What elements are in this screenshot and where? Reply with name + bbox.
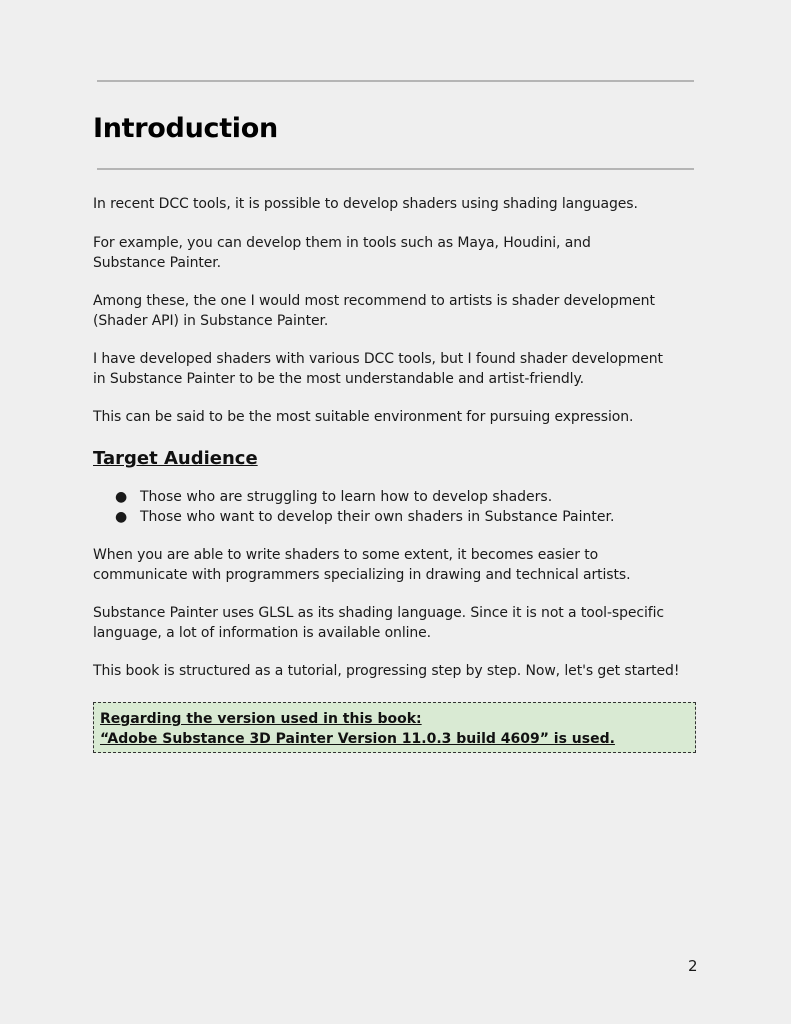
top-divider xyxy=(97,80,694,82)
bullet-icon: ● xyxy=(115,489,128,505)
bullet-icon: ● xyxy=(115,509,128,525)
paragraph: Substance Painter uses GLSL as its shading language. Since it is not a tool-specific language, a lot of information is available online. xyxy=(93,605,665,641)
paragraph: This can be said to be the most suitable environment for pursuing expression. xyxy=(93,409,634,425)
paragraph: This book is structured as a tutorial, progressing step by step. Now, let's get started! xyxy=(93,663,680,679)
note-line-2: “Adobe Substance 3D Painter Version 11.0.3 build 4609” is used. xyxy=(100,730,615,747)
paragraph: I have developed shaders with various DCC tools, but I found shader development in Substance Painter to be the most understandable and artist-friendly. xyxy=(93,351,663,387)
audience-list xyxy=(93,487,614,527)
note-line-1: Regarding the version used in this book: xyxy=(100,711,422,727)
list-item: ● Those who want to develop their own shaders in Substance Painter. xyxy=(115,509,615,525)
page-number: 2 xyxy=(688,957,698,975)
paragraph: When you are able to write shaders to some extent, it becomes easier to communicate with programmers specializing in drawing and technical artists. xyxy=(93,547,631,583)
paragraph: For example, you can develop them in tools such as Maya, Houdini, and Substance Painter. xyxy=(93,235,591,271)
paragraph: In recent DCC tools, it is possible to develop shaders using shading languages. xyxy=(93,196,638,212)
list-item: ● Those who are struggling to learn how to develop shaders. xyxy=(115,489,553,505)
section-heading: Target Audience xyxy=(93,448,258,469)
paragraph: Among these, the one I would most recommend to artists is shader development (Shader API) in Substance Painter. xyxy=(93,293,655,329)
title-divider xyxy=(97,168,694,170)
page-title: Introduction xyxy=(93,113,278,144)
version-note xyxy=(93,702,696,753)
